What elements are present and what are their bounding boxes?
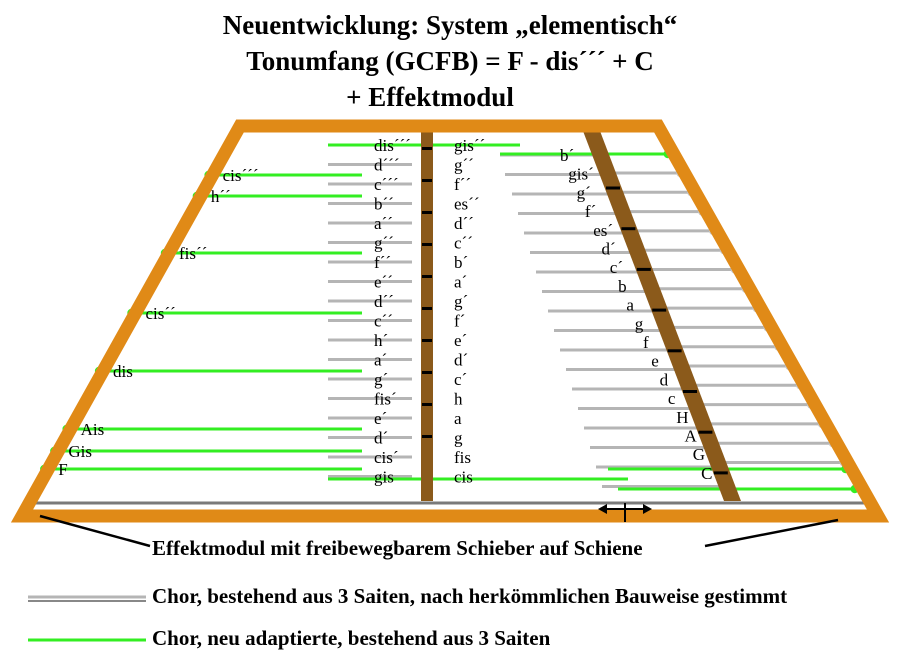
bridge2-label: b [618,276,627,296]
bridge2-label: es´ [593,220,614,240]
bridge-1-notch [422,147,432,150]
annotation-pointer-right [705,520,838,546]
bridge2-label: b´ [560,146,575,165]
bridge2-label: c´ [609,258,624,278]
bridge1-left-label: d´´´ [374,155,400,175]
bridge-2-notch [606,187,620,190]
left-side-label: Gis [68,442,92,461]
bridge1-right-label: cis [454,467,473,487]
bridge1-right-label: g [454,428,463,448]
left-side-label: Ais [80,420,105,439]
bridge1-left-label: fis´ [374,389,397,409]
bridge2-label: g´ [576,183,591,203]
effect-module-annotation: Effektmodul mit freibewegbarem Schieber auf Schiene [152,536,643,560]
bridge2-label: G [692,445,706,465]
legend-gray-text: Chor, bestehend aus 3 Saiten, nach herkömmlichen Bauweise gestimmt [152,584,788,608]
bridge-1-notch [422,371,432,374]
bridge2-label: C [701,463,713,483]
legend-green-text: Chor, neu adaptierte, bestehend aus 3 Saiten [152,626,551,650]
bridge-1-notch [422,211,432,214]
bridge-1-notch [422,243,432,246]
bridge2-label: H [676,407,689,427]
bridge1-right-label: a´ [454,272,468,292]
bridge-1 [421,131,433,501]
bridge1-left-label: d´ [374,428,389,448]
bridge1-right-label: fis [454,448,471,467]
left-side-label: cis´´´ [222,166,259,185]
bridge-2-notch [698,431,712,434]
bridge-1-notch [422,179,432,182]
bridge1-right-label: b´ [454,253,469,272]
bridge1-right-label: g´´ [454,155,474,175]
bridge1-right-label: gis´´ [454,136,486,155]
bridge1-right-label: d´´ [454,214,474,233]
bridge2-label: d´ [601,239,616,259]
title-line-2: Tonumfang (GCFB) = F - dis´´´ + C [246,46,654,76]
bridge1-left-label: e´ [374,409,388,428]
bridge1-right-label: d´ [454,350,469,370]
bridge1-left-label: b´´ [374,194,394,214]
bridge1-left-label: gis [374,467,394,487]
left-side-label: dis [113,362,133,381]
bridge-2-notch [637,268,651,271]
bridge1-right-label: g´ [454,292,469,311]
bridge1-left-label: a´ [374,350,388,370]
bridge-2-notch [683,390,697,393]
bridge1-right-label: e´ [454,331,468,350]
bridge1-left-label: a´´ [374,214,393,233]
bridge1-left-label: c´´ [374,311,393,331]
bridge1-left-label: h´ [374,331,389,350]
bridge1-right-label: c´´ [454,233,473,253]
bridge2-label: e [651,351,659,371]
bridge2-label: gis´ [568,164,594,184]
bridge2-label: f´ [584,202,597,222]
bridge1-right-label: f´ [454,311,466,331]
left-side-label: h´´ [210,187,231,206]
bridge-1-notch [422,307,432,310]
bridge-1-notch [422,275,432,278]
bridge-2-notch [652,309,666,312]
bridge1-left-label: d´´ [374,292,394,311]
bridge1-right-label: f´´ [454,175,471,194]
bridge-2-notch [621,227,635,230]
bridge-1-notch [422,403,432,406]
bridge1-left-label: f´´ [374,253,391,272]
bridge1-left-label: e´´ [374,272,393,292]
bridge1-right-label: a [454,409,462,428]
bridge2-label: A [684,426,697,446]
left-side-label: cis´´ [145,304,176,323]
bridge2-label: d [659,370,669,390]
bridge1-left-label: g´ [374,370,389,389]
bridge2-label: g [634,314,644,334]
bridge2-label: a [626,295,634,315]
bridge1-left-label: cis´ [374,448,399,467]
bridge-1-notch [422,435,432,438]
bridge2-label: c [667,389,676,409]
bridge1-left-label: dis´´´ [374,136,411,155]
bridge1-right-label: es´´ [454,194,480,214]
left-side-label: fis´´ [179,244,208,263]
bridge-2-notch [714,471,728,474]
left-side-label: F [58,460,68,479]
title-line-1: Neuentwicklung: System „elementisch“ [222,10,678,40]
bridge2-label: f [643,333,649,352]
bridge1-right-label: c´ [454,370,468,389]
bridge1-left-label: g´´ [374,233,394,253]
bridge1-left-label: c´´´ [374,175,399,194]
bridge-1-notch [422,339,432,342]
bridge-2-notch [668,349,682,352]
title-line-3: + Effektmodul [346,82,514,112]
bridge1-right-label: h [454,389,463,409]
